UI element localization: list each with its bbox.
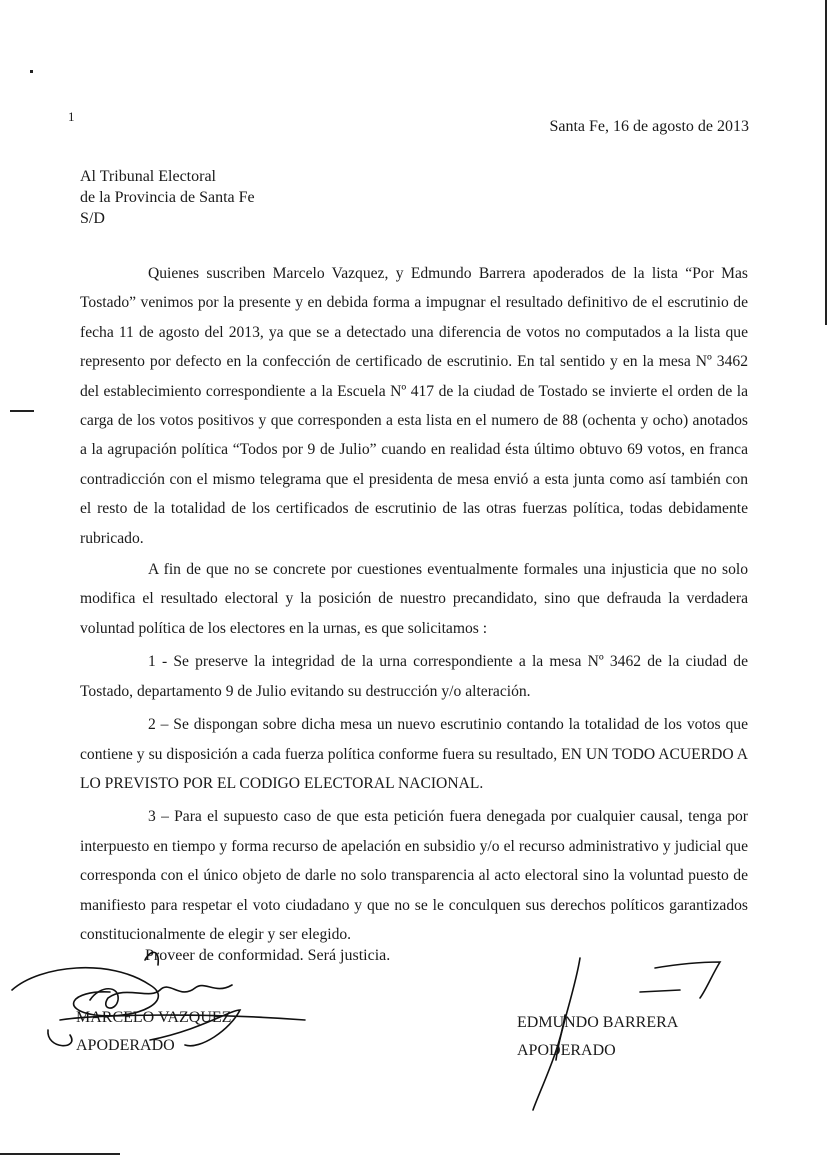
signature-scribble-left <box>12 952 305 1045</box>
addressee-line-3: S/D <box>80 210 105 227</box>
signer-role-left: APODERADO <box>76 1037 175 1054</box>
request-item-3: 3 – Para el supuesto caso de que esta petición fuera denegada por cualquier causal, tenga por interpuesto en tiempo y forma recurso de apelación en subsidio y/o el recurso administrativo y judicial que corresponda con el único objeto de darle no solo transparencia al acto electoral sino la voluntad puesto de manifiesto para respetar el voto ciudadano y que no se le conculquen sus derechos políticos garantizados constitucionalmente de elegir y ser elegido. <box>80 808 748 943</box>
addressee-line-2: de la Provincia de Santa Fe <box>80 189 255 206</box>
signer-name-right: EDMUNDO BARRERA <box>517 1014 679 1031</box>
page-marker: 1 <box>68 109 75 124</box>
signer-role-right: APODERADO <box>517 1042 616 1059</box>
request-item-2: 2 – Se dispongan sobre dicha mesa un nuevo escrutinio contando la totalidad de los votos que contiene y su disposición a cada fuerza política conforme fuera su resultado, EN UN TODO ACUERDO A LO PREVISTO POR EL CODIGO ELECTORAL NACIONAL. <box>80 716 748 792</box>
paragraph-request: A fin de que no se concrete por cuestiones eventualmente formales una injusticia que no solo modifica el resultado electoral y la posición de nuestro precandidato, sino que defrauda la verdadera voluntad política de los electores en la urnas, es que solicitamos : <box>80 561 748 637</box>
signature-scribble-right <box>533 958 720 1110</box>
signer-name-left: MARCELO VAZQUEZ <box>76 1009 232 1026</box>
closing-line: Proveer de conformidad. Será justicia. <box>145 947 391 964</box>
paragraph-intro: Quienes suscriben Marcelo Vazquez, y Edmundo Barrera apoderados de la lista “Por Mas Tostado” venimos por la presente y en debida forma a impugnar el resultado definitivo de el escrutinio de fecha 11 de agosto del 2013, ya que se a detectado una diferencia de votos no computados a la lista que represento por defecto en la confección de certificado de escrutinio. En tal sentido y en la mesa Nº 3462 del establecimiento correspondiente a la Escuela Nº 417 de la ciudad de Tostado se invierte el orden de la carga de los votos positivos y que corresponden a esta lista en el numero de 88 (ochenta y ocho) anotados a la agrupación política “Todos por 9 de Julio” cuando en realidad ésta último obtuvo 69 votos, en franca contradicción con el mismo telegrama que el presidenta de mesa envió a esta junta como así también con el resto de la totalidad de los certificados de escrutinio de las otras fuerzas política, todas debidamente rubricado. <box>80 265 748 547</box>
addressee-line-1: Al Tribunal Electoral <box>80 168 216 185</box>
request-item-1: 1 - Se preserve la integridad de la urna correspondiente a la mesa Nº 3462 de la ciudad de Tostado, departamento 9 de Julio evitando su destrucción y/o alteración. <box>80 653 748 700</box>
date-line: Santa Fe, 16 de agosto de 2013 <box>549 118 749 135</box>
